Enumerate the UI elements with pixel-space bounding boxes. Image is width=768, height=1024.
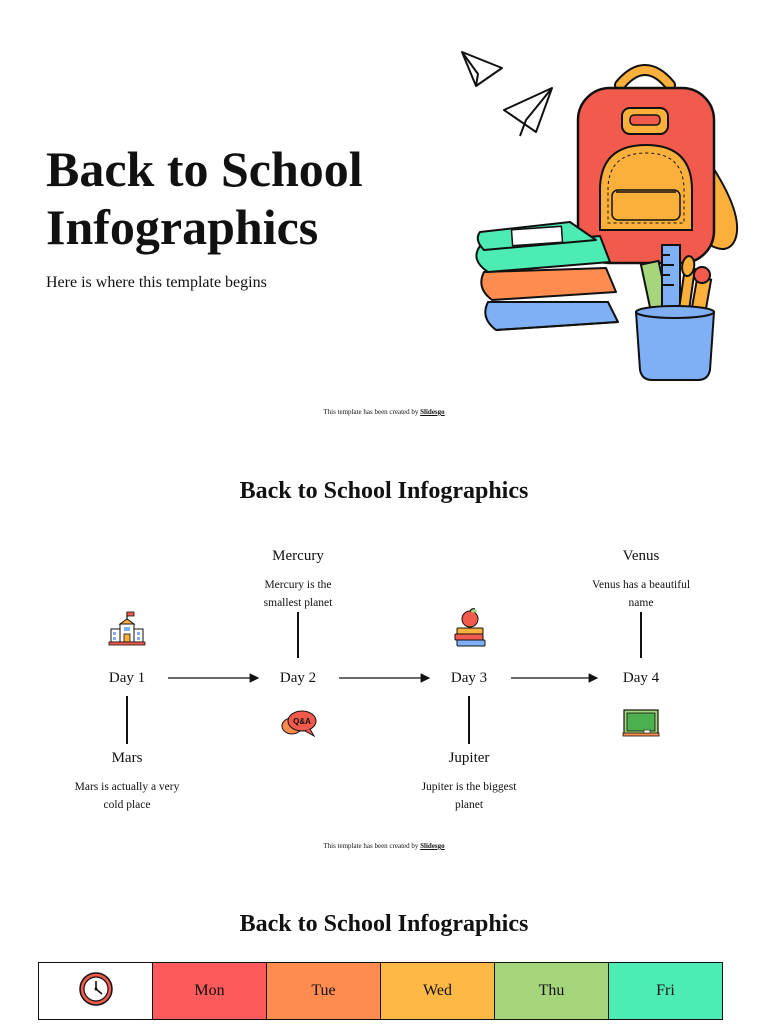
planet-mercury-desc: Mercury is the smallest planet	[263, 579, 333, 609]
planet-mars-name: Mars	[111, 750, 143, 766]
planet-venus-name: Venus	[622, 548, 660, 564]
clock-cell	[39, 963, 153, 1020]
slide1-subtitle: Here is where this template begins	[46, 274, 267, 291]
connector-day3	[468, 696, 470, 744]
day-3-label: Day 3	[450, 670, 488, 686]
slide1-credit	[0, 408, 768, 416]
slidesgo-link[interactable]: Slidesgo	[420, 408, 445, 416]
pencil-cup-icon	[636, 245, 714, 380]
paper-plane-icon	[462, 52, 502, 86]
apple-books-icon	[452, 608, 488, 648]
weekday-tue: Tue	[267, 963, 381, 1020]
weekday-mon: Mon	[153, 963, 267, 1020]
qa-text: Q&A	[293, 717, 311, 726]
qa-chat-icon	[280, 708, 318, 740]
clock-icon	[77, 970, 115, 1008]
planet-mercury-name: Mercury	[272, 548, 324, 564]
planet-mars-desc: Mars is actually a very cold place	[74, 781, 180, 811]
books-stack-icon	[476, 222, 618, 330]
weekly-schedule-table	[38, 962, 723, 1020]
title-line-1: Back to School	[46, 141, 363, 197]
weekday-fri: Fri	[609, 963, 723, 1020]
school-building-icon	[108, 610, 146, 646]
slide1-title	[46, 140, 363, 256]
connector-day2	[297, 612, 299, 658]
day-1-label: Day 1	[108, 670, 146, 686]
slide2-heading: Back to School Infographics	[239, 478, 529, 504]
day-4-label: Day 4	[622, 670, 660, 686]
connector-day1	[126, 696, 128, 744]
timeline-arrows	[160, 670, 600, 686]
day-2-label: Day 2	[279, 670, 317, 686]
title-line-2: Infographics	[46, 199, 319, 255]
weekday-wed: Wed	[381, 963, 495, 1020]
planet-venus-desc: Venus has a beautiful name	[591, 579, 691, 609]
connector-day4	[640, 612, 642, 658]
slide2-credit	[0, 842, 768, 850]
paper-plane-icon	[504, 88, 552, 136]
credit-text: This template has been created by	[323, 842, 419, 850]
chalkboard-icon	[622, 708, 660, 738]
credit-text: This template has been created by	[323, 408, 419, 416]
school-supplies-illustration	[440, 40, 760, 390]
planet-jupiter-desc: Jupiter is the biggest planet	[421, 781, 517, 811]
planet-jupiter-name: Jupiter	[448, 750, 490, 766]
slide3-heading: Back to School Infographics	[239, 911, 529, 937]
slidesgo-link[interactable]: Slidesgo	[420, 842, 445, 850]
weekday-thu: Thu	[495, 963, 609, 1020]
table-header-row	[39, 963, 723, 1020]
